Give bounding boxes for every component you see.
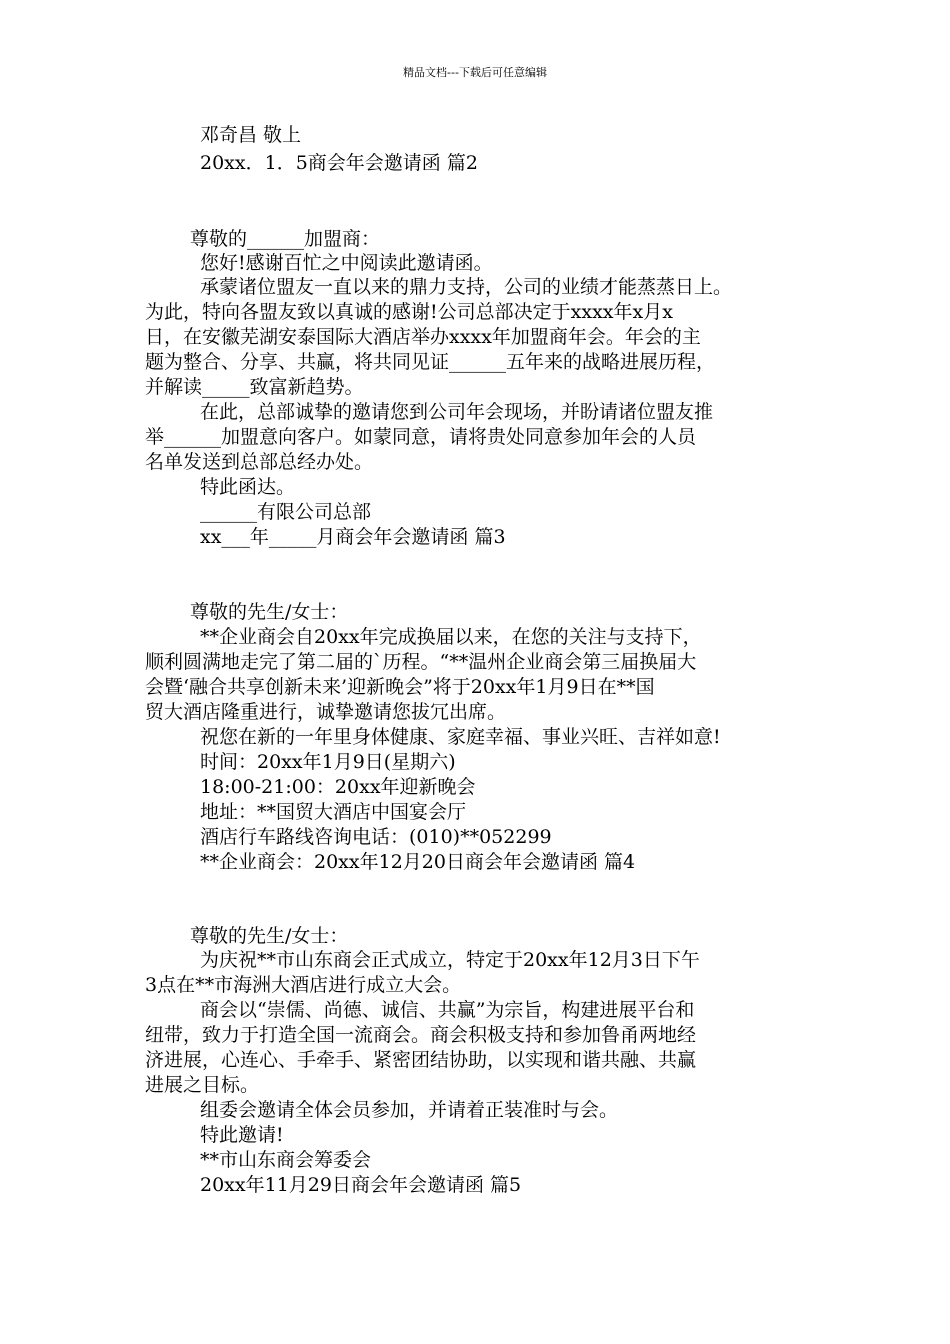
text-line: ______有限公司总部 — [200, 501, 372, 523]
text-line: 为庆祝**市山东商会正式成立，特定于20xx年12月3日下午 — [200, 949, 700, 971]
text-line: **市山东商会筹委会 — [200, 1149, 372, 1171]
text-line: 地址：**国贸大酒店中国宴会厅 — [200, 801, 467, 823]
text-line: 组委会邀请全体会员参加，并请着正装准时与会。 — [200, 1099, 619, 1121]
text-line: **企业商会：20xx年12月20日商会年会邀请函 篇4 — [200, 851, 636, 873]
text-line: 18:00-21:00：20xx年迎新晚会 — [200, 776, 476, 798]
text-line: 纽带，致力于打造全国一流商会。商会积极支持和参加鲁甬两地经 — [145, 1024, 697, 1046]
text-line: 并解读_____致富新趋势。 — [145, 376, 364, 398]
text-line: 祝您在新的一年里身体健康、家庭幸福、事业兴旺、吉祥如意! — [200, 726, 721, 748]
text-line: **企业商会自20xx年完成换届以来，在您的关注与支持下， — [200, 626, 702, 648]
text-line: 20xx．1．5商会年会邀请函 篇2 — [200, 152, 478, 174]
text-line: 您好!感谢百忙之中阅读此邀请函。 — [200, 252, 493, 274]
text-line: 济进展，心连心、手牵手、紧密团结协助，以实现和谐共融、共赢 — [145, 1049, 697, 1071]
text-line: 在此，总部诚挚的邀请您到公司年会现场，并盼请诸位盟友推 — [200, 401, 714, 423]
text-line: 20xx年11月29日商会年会邀请函 篇5 — [200, 1174, 522, 1196]
text-line: 邓奇昌 敬上 — [200, 124, 302, 146]
text-line: 特此函达。 — [200, 476, 296, 498]
text-line: 进展之目标。 — [145, 1074, 260, 1096]
text-line: 题为整合、分享、共赢，将共同见证______五年来的战略进展历程， — [145, 351, 716, 373]
text-line: 名单发送到总部总经办处。 — [145, 451, 374, 473]
text-line: 时间：20xx年1月9日(星期六) — [200, 751, 456, 773]
text-line: 顺利圆满地走完了第二届的`历程。“**温州企业商会第三届换届大 — [145, 651, 697, 673]
text-line: 为此，特向各盟友致以真诚的感谢!公司总部决定于xxxx年x月x — [145, 301, 673, 323]
text-line: 尊敬的先生/女士： — [190, 925, 349, 947]
text-line: xx___年_____月商会年会邀请函 篇3 — [200, 526, 506, 548]
text-line: 尊敬的先生/女士： — [190, 601, 349, 623]
text-line: 承蒙诸位盟友一直以来的鼎力支持，公司的业绩才能蒸蒸日上。 — [200, 276, 733, 298]
text-line: 3点在**市海洲大酒店进行成立大会。 — [145, 974, 462, 996]
text-line: 会暨‘融合共享创新未来’迎新晚会”将于20xx年1月9日在**国 — [145, 676, 655, 698]
text-line: 尊敬的______加盟商： — [190, 228, 381, 250]
page-header: 精品文档---下载后可任意编辑 — [403, 66, 547, 79]
text-line: 贸大酒店隆重进行，诚挚邀请您拔冗出席。 — [145, 701, 507, 723]
text-line: 商会以“崇儒、尚德、诚信、共赢”为宗旨，构建进展平台和 — [200, 999, 695, 1021]
text-line: 日，在安徽芜湖安泰国际大酒店举办xxxx年加盟商年会。年会的主 — [145, 326, 701, 348]
text-line: 特此邀请! — [200, 1124, 284, 1146]
text-line: 酒店行车路线咨询电话：(010)**052299 — [200, 826, 552, 848]
text-line: 举______加盟意向客户。如蒙同意，请将贵处同意参加年会的人员 — [145, 426, 697, 448]
